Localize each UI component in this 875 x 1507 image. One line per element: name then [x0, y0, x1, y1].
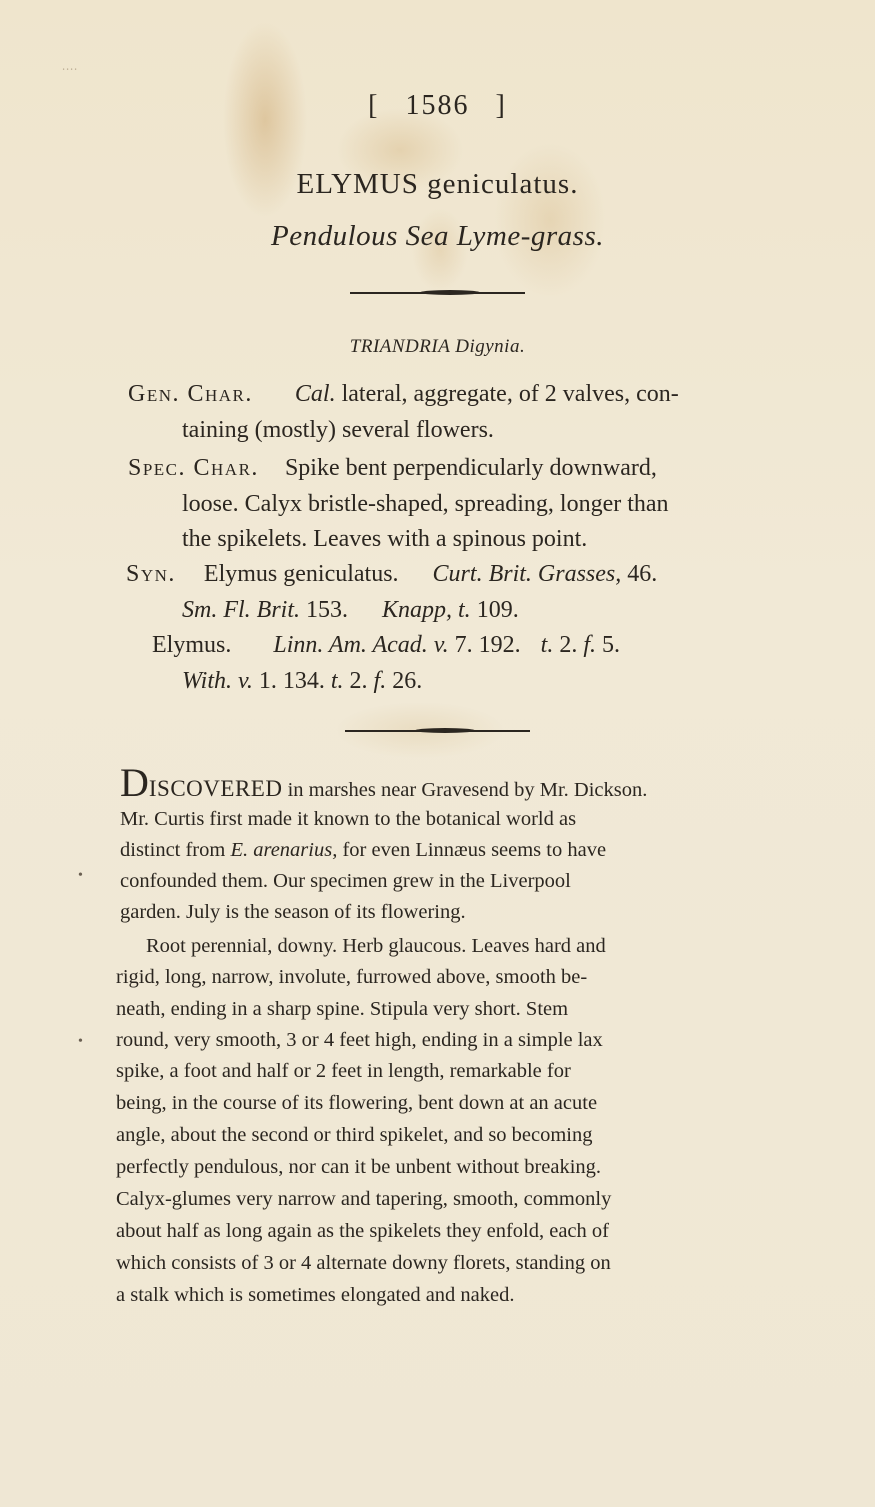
- margin-dot: •: [78, 868, 83, 883]
- para1-line3-a: distinct from: [120, 839, 231, 861]
- caps-rest: ISCOVERED: [148, 776, 283, 801]
- syn-line4-t: t.: [330, 668, 344, 694]
- spec-char-line1: Spike bent perpendicularly downward,: [284, 455, 657, 481]
- bracket-open: [: [368, 90, 380, 121]
- ornamental-rule-top: [350, 290, 525, 296]
- para2-line: perfectly pendulous, nor can it be unbent without breaking.: [116, 1156, 602, 1178]
- syn-line2-ref1: Sm. Fl. Brit.: [182, 597, 300, 623]
- spec-char-line3: the spikelets. Leaves with a spinous point.: [182, 526, 588, 552]
- syn-line3-t: t.: [540, 632, 554, 658]
- syn-line4-ref: With. v.: [182, 668, 253, 694]
- syn-line3-f: f.: [583, 632, 597, 658]
- para2-line: Calyx-glumes very narrow and tapering, smooth, commonly: [116, 1188, 612, 1210]
- para1-line1: in marshes near Gravesend by Mr. Dickson.: [282, 779, 648, 801]
- para2-line: about half as long again as the spikelets they enfold, each of: [116, 1220, 609, 1242]
- spec-char-label: Spec. Char.: [128, 455, 259, 481]
- genus-name: ELYMUS: [296, 168, 419, 200]
- para1-line3-italic: E. arenarius,: [230, 839, 338, 861]
- syn-line3-ref: Linn. Am. Acad. v.: [273, 632, 449, 658]
- gen-char-line1: lateral, aggregate, of 2 valves, con-: [341, 381, 679, 407]
- syn-label: Syn.: [126, 561, 176, 587]
- syn-line1-num: 46.: [627, 561, 658, 587]
- para2-line: Root perennial, downy. Herb glaucous. Leaves hard and: [146, 935, 606, 957]
- syn-line3-tnum: 2.: [559, 632, 578, 658]
- syn-line3-name: Elymus.: [152, 632, 232, 658]
- syn-line4-fnum: 26.: [392, 668, 423, 694]
- para2-line: being, in the course of its flowering, bent down at an acute: [116, 1092, 598, 1114]
- para1-line2: Mr. Curtis first made it known to the botanical world as: [120, 808, 577, 830]
- para2-line: which consists of 3 or 4 alternate downy florets, standing on: [116, 1252, 611, 1274]
- para1-line3-b: for even Linnæus seems to have: [337, 839, 607, 861]
- ink-blot-mark: ∙∙∙∙: [62, 62, 78, 76]
- ornamental-rule-bottom: [345, 728, 530, 734]
- para2-line: a stalk which is sometimes elongated and naked.: [116, 1284, 515, 1306]
- common-name: Pendulous Sea Lyme-grass.: [270, 220, 604, 252]
- species-title: [0, 168, 875, 201]
- para1-line4: confounded them. Our specimen grew in the Liverpool: [120, 870, 571, 892]
- para2-line: angle, about the second or third spikelet, and so becoming: [116, 1124, 593, 1146]
- syn-line2-num2: 109.: [476, 597, 519, 623]
- para2-line: round, very smooth, 3 or 4 feet high, ending in a simple lax: [116, 1029, 603, 1051]
- syn-line1-ref: Curt. Brit. Grasses,: [432, 561, 622, 587]
- page-number-header: [0, 90, 875, 122]
- margin-dot: •: [78, 1034, 83, 1049]
- drop-cap: D: [120, 760, 149, 805]
- linnaean-classification: TRIANDRIA Digynia.: [349, 336, 526, 357]
- syn-line4-num: 1. 134.: [258, 668, 325, 694]
- syn-line2-ref2: Knapp, t.: [382, 597, 471, 623]
- gen-char-lead: Cal.: [294, 381, 336, 407]
- species-epithet: geniculatus.: [427, 168, 579, 200]
- para2-line: rigid, long, narrow, involute, furrowed above, smooth be-: [116, 966, 588, 988]
- page-number: 1586: [405, 90, 470, 121]
- syn-line3-num: 7. 192.: [454, 632, 521, 658]
- gen-char-label: Gen. Char.: [128, 381, 253, 407]
- syn-line4-f: f.: [373, 668, 387, 694]
- syn-line2-num1: 153.: [306, 597, 348, 623]
- para2-line: neath, ending in a sharp spine. Stipula very short. Stem: [116, 998, 569, 1020]
- para2-line: spike, a foot and half or 2 feet in length, remarkable for: [116, 1060, 571, 1082]
- para1-line5: garden. July is the season of its flowering.: [120, 901, 466, 923]
- bracket-close: ]: [495, 90, 507, 121]
- syn-line3-fnum: 5.: [602, 632, 621, 658]
- syn-line4-tnum: 2.: [349, 668, 368, 694]
- syn-line1-name: Elymus geniculatus.: [203, 561, 399, 587]
- gen-char-line2: taining (mostly) several flowers.: [182, 417, 494, 443]
- spec-char-line2: loose. Calyx bristle-shaped, spreading, longer than: [182, 491, 669, 517]
